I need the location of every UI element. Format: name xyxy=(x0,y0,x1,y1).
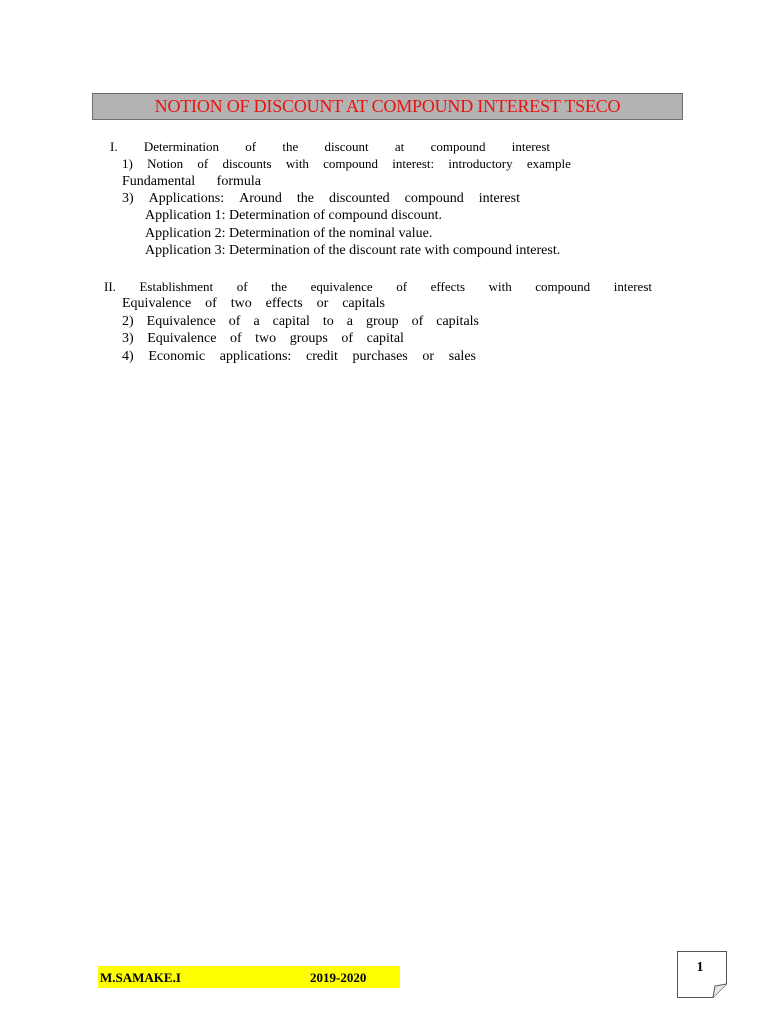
word: compound xyxy=(404,191,464,206)
word: of xyxy=(236,279,248,294)
word: introductory xyxy=(448,156,513,171)
word: applications: xyxy=(219,349,292,364)
word: interest: xyxy=(392,156,435,171)
word: two xyxy=(255,331,277,346)
word: of xyxy=(411,314,424,329)
word: 1) xyxy=(122,156,133,171)
word: II. xyxy=(104,279,116,294)
word: I. xyxy=(110,139,118,154)
word: Fundamental xyxy=(122,174,196,189)
footer-author: M.SAMAKE.I xyxy=(100,970,181,985)
page-number: 1 xyxy=(696,960,704,975)
word: with xyxy=(488,279,512,294)
word: capitals xyxy=(342,296,385,311)
word: of xyxy=(197,156,209,171)
document-title: NOTION OF DISCOUNT AT COMPOUND INTEREST TSECO xyxy=(154,96,621,116)
word: the xyxy=(282,139,299,154)
word: example xyxy=(526,156,571,171)
word: of xyxy=(245,139,257,154)
section-1-application-3: Application 3: Determination of the discount rate with compound interest. xyxy=(145,243,561,258)
section-1-application-2: Application 2: Determination of the nominal value. xyxy=(145,226,433,241)
section-2-equivalence-two-effects xyxy=(122,295,385,312)
word: 3) xyxy=(122,191,134,206)
word: compound xyxy=(323,156,379,171)
word: Equivalence xyxy=(147,331,217,346)
section-2-item-4 xyxy=(122,348,476,365)
word: capitals xyxy=(436,314,479,329)
word: discount xyxy=(324,139,369,154)
word: at xyxy=(394,139,405,154)
word: of xyxy=(205,296,217,311)
word: Determination xyxy=(143,139,219,154)
word: 2) xyxy=(122,314,134,329)
word: group xyxy=(365,314,399,329)
word: compound xyxy=(430,139,486,154)
word: purchases xyxy=(352,349,408,364)
word: the xyxy=(271,279,288,294)
word: compound xyxy=(535,279,591,294)
word: effects xyxy=(430,279,466,294)
section-2-item-3 xyxy=(122,330,404,347)
word: Equivalence xyxy=(122,296,192,311)
footer-highlight xyxy=(98,966,400,988)
word: of xyxy=(228,314,241,329)
word: or xyxy=(422,349,435,364)
word: with xyxy=(285,156,309,171)
word: or xyxy=(316,296,329,311)
word: discounted xyxy=(329,191,390,206)
section-1-item-1 xyxy=(122,155,571,172)
word: effects xyxy=(265,296,303,311)
section-1-heading xyxy=(110,138,550,155)
section-1-item-3 xyxy=(122,190,520,207)
word: Establishment xyxy=(139,279,214,294)
section-1-application-1: Application 1: Determination of compound discount. xyxy=(145,208,443,223)
section-2-heading xyxy=(104,278,652,295)
word: Notion xyxy=(147,156,184,171)
word: equivalence xyxy=(310,279,373,294)
footer-year: 2019-2020 xyxy=(310,970,367,985)
word: groups xyxy=(289,331,328,346)
word: interest xyxy=(511,139,550,154)
word: 4) xyxy=(122,349,134,364)
word: 3) xyxy=(122,331,134,346)
word: the xyxy=(296,191,314,206)
word: discounts xyxy=(222,156,272,171)
word: Equivalence xyxy=(146,314,216,329)
word: formula xyxy=(216,174,261,189)
word: a xyxy=(346,314,353,329)
section-2-item-2 xyxy=(122,313,479,330)
word: interest xyxy=(478,191,520,206)
word: two xyxy=(230,296,252,311)
word: of xyxy=(341,331,354,346)
word: Around xyxy=(239,191,282,206)
word: to xyxy=(322,314,334,329)
section-1-fundamental-formula xyxy=(122,173,261,190)
word: of xyxy=(396,279,408,294)
word: Applications: xyxy=(148,191,225,206)
word: interest xyxy=(613,279,652,294)
word: sales xyxy=(448,349,476,364)
word: capital xyxy=(272,314,310,329)
word: Economic xyxy=(148,349,206,364)
word: credit xyxy=(306,349,338,364)
page-number-box xyxy=(677,951,727,998)
word: a xyxy=(253,314,260,329)
word: capital xyxy=(366,331,404,346)
document-title-banner xyxy=(92,93,683,120)
word: of xyxy=(229,331,242,346)
